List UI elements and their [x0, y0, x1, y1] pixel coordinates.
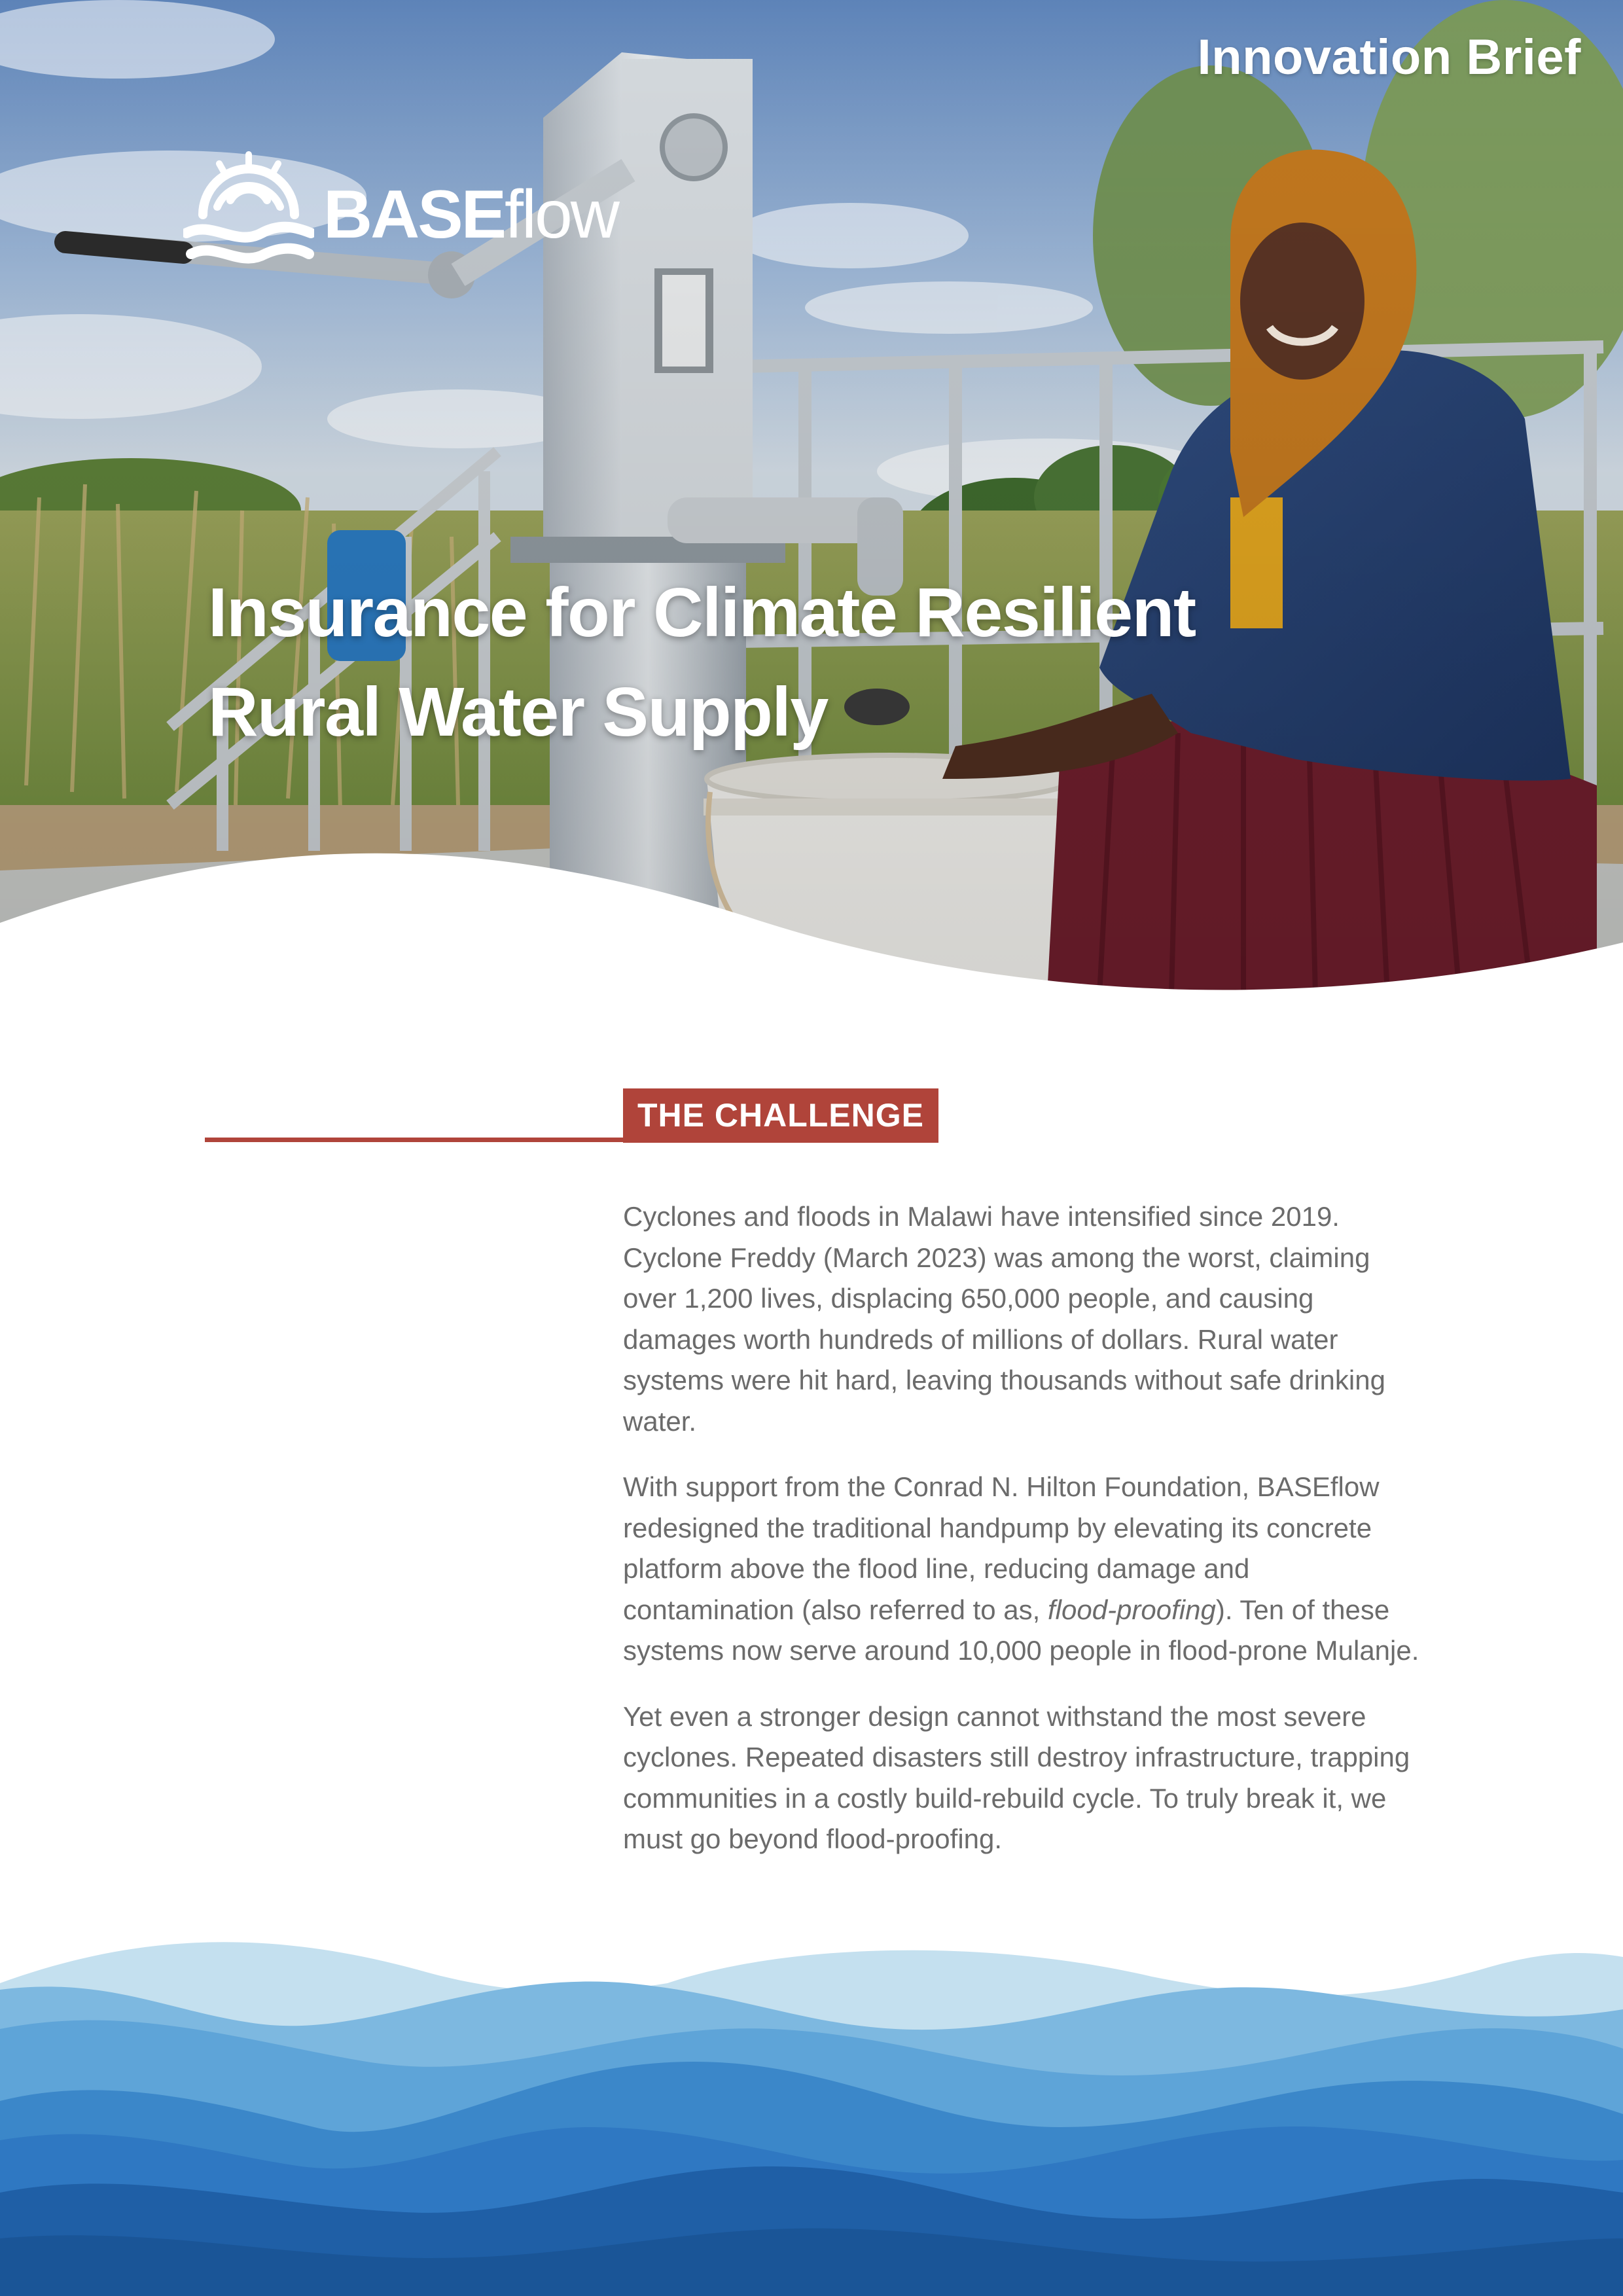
section-heading: THE CHALLENGE — [623, 1088, 938, 1143]
sun-over-waves-icon — [183, 149, 314, 280]
logo-wordmark-light: flow — [504, 177, 618, 253]
paragraph-2-text-b: ). Ten of these systems now serve around 10,000 people in flood-prone Mulanje. — [623, 1594, 1419, 1666]
section-heading-rule — [205, 1138, 624, 1142]
section-body — [623, 1196, 1428, 1885]
hero-photo — [0, 0, 1623, 1008]
baseflow-logo — [183, 149, 628, 280]
document-type-label: Innovation Brief — [1197, 29, 1581, 85]
paragraph-2-emphasis: flood-proofing — [1048, 1594, 1216, 1625]
logo-wordmark-bold: BASE — [323, 177, 505, 253]
logo-wordmark — [323, 177, 618, 253]
page-title — [208, 563, 1255, 762]
paragraph-2 — [623, 1467, 1428, 1672]
page-title-line-2: Rural Water Supply — [208, 673, 828, 751]
page-title-line-1: Insurance for Climate Resilient — [208, 574, 1196, 651]
paragraph-2-text-a: With support from the Conrad N. Hilton Foundation, BASEflow redesigned the traditional handpump by elevating its concrete platform above the flood line, reducing damage and contamination (also referred to as, — [623, 1471, 1380, 1625]
footer-waves — [0, 1931, 1623, 2296]
paragraph-1: Cyclones and floods in Malawi have intensified since 2019. Cyclone Freddy (March 2023) was among the worst, claiming over 1,200 lives, displacing 650,000 people, and causing damages worth hundreds of millions of dollars. Rural water systems were hit hard, leaving thousands without safe drinking water. — [623, 1201, 1385, 1437]
paragraph-3: Yet even a stronger design cannot withstand the most severe cyclones. Repeated disasters still destroy infrastructure, trapping communities in a costly build-rebuild cycle. To truly break it, we must go beyond flood-proofing. — [623, 1700, 1410, 1854]
